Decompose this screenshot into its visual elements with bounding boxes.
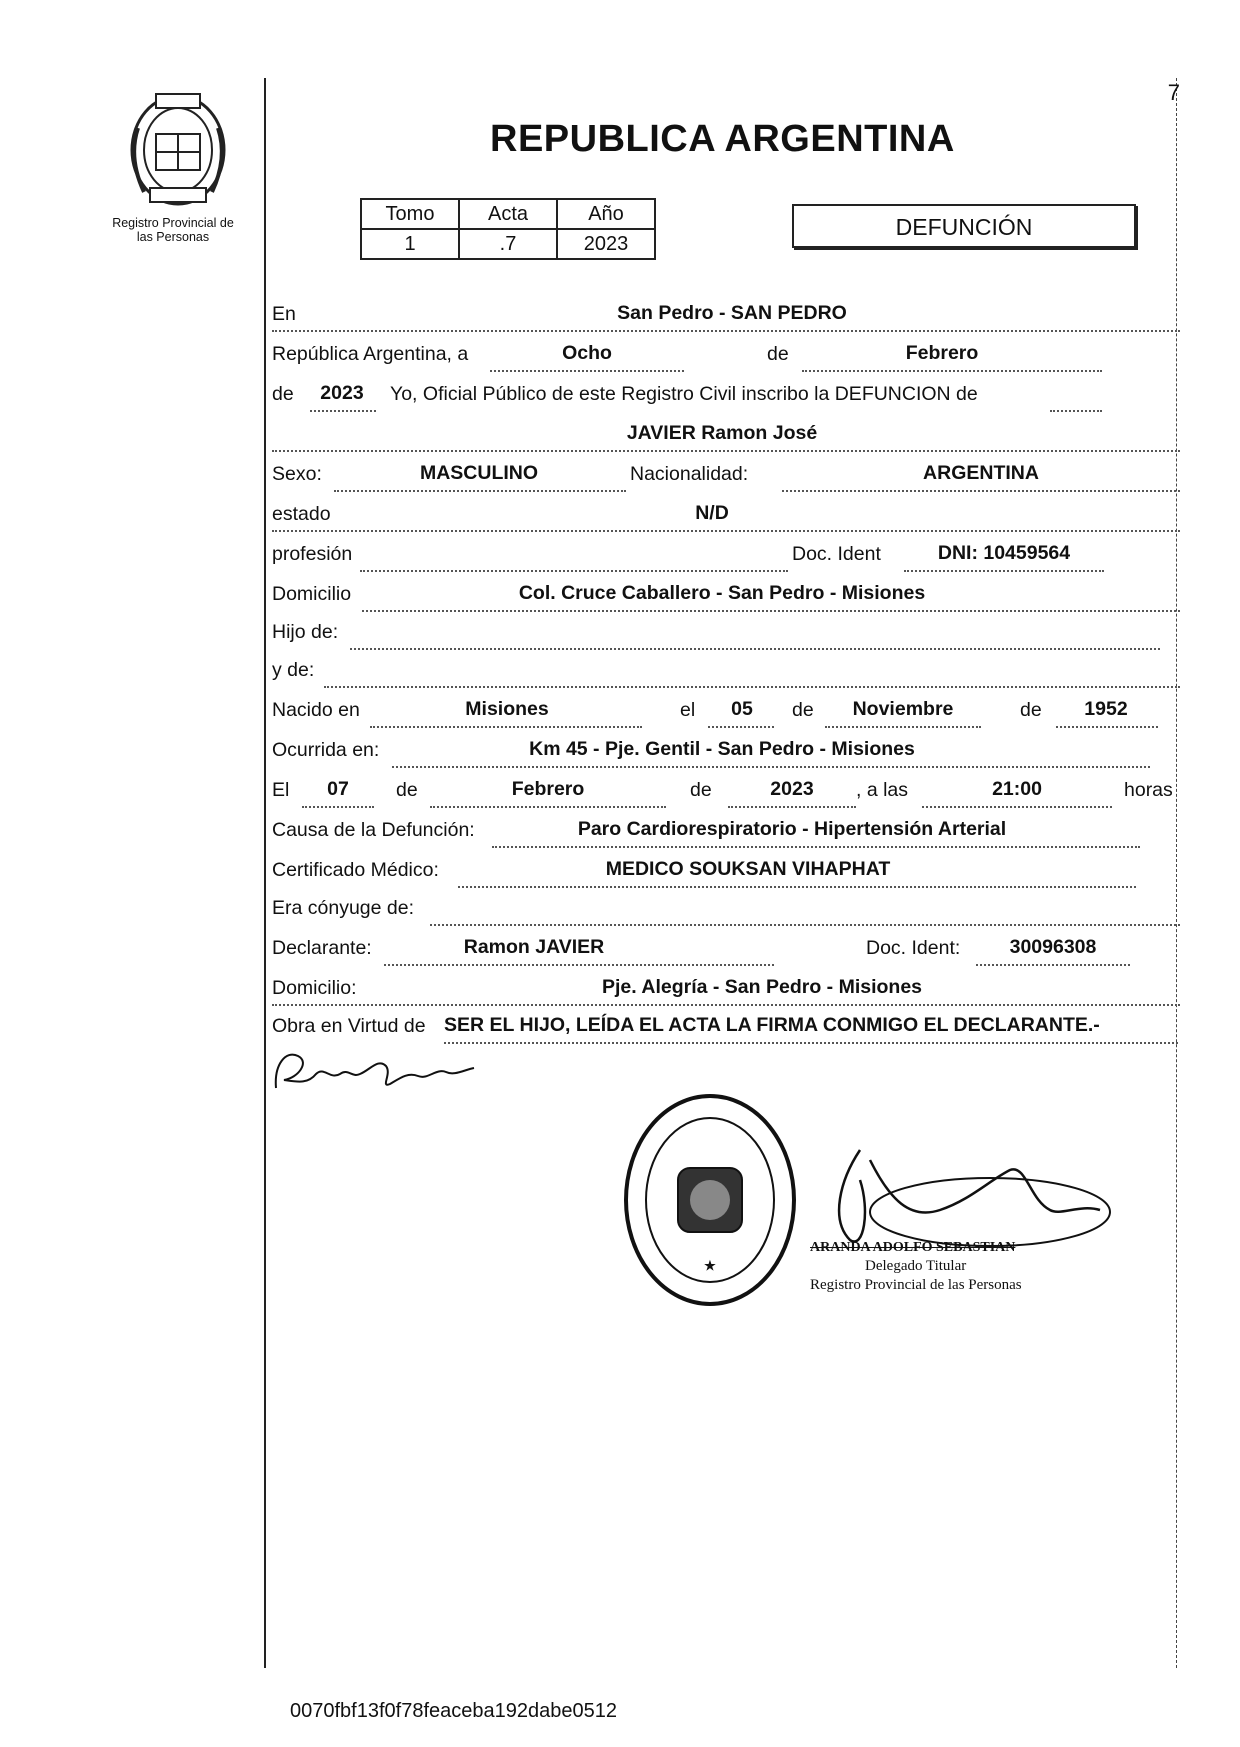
yo-text: Yo, Oficial Público de este Registro Civil inscribo la DEFUNCION de: [390, 383, 978, 405]
row-sexo: [272, 452, 1180, 490]
official-block: [810, 1238, 1022, 1295]
el2-label: El: [272, 779, 290, 801]
causa-label: Causa de la Defunción:: [272, 819, 475, 841]
nombre-value: JAVIER Ramon José: [626, 422, 818, 444]
decl-dom-label: Domicilio:: [272, 977, 357, 999]
left-border-line: [264, 78, 266, 1668]
document-hash: 0070fbf13f0f78feaceba192dabe0512: [290, 1700, 617, 1722]
row-estado: [272, 492, 1180, 532]
de-label-b: de: [792, 699, 814, 721]
ocurrida-value: Km 45 - Pje. Gentil - San Pedro - Misiones: [529, 738, 915, 760]
record-type-box: DEFUNCIÓN: [792, 204, 1136, 248]
row-certificado: [272, 848, 1180, 886]
official-signature: [800, 1140, 1120, 1250]
de-label-d: de: [396, 779, 418, 801]
table-header: Tomo: [361, 199, 459, 229]
official-title: Delegado Titular: [865, 1258, 967, 1274]
dia-value: Ocho: [562, 342, 612, 364]
document-title: REPUBLICA ARGENTINA: [490, 118, 955, 160]
decl-dom-value: Pje. Alegría - San Pedro - Misiones: [601, 976, 923, 998]
table-cell: .7: [459, 229, 557, 259]
registry-table: [360, 198, 656, 260]
def-mes: Febrero: [511, 778, 585, 800]
row-ocurrida: [272, 728, 1180, 766]
declarante-label: Declarante:: [272, 937, 372, 959]
provincial-seal-logo: [118, 88, 238, 208]
row-causa: [272, 808, 1180, 846]
row-yo: [272, 372, 1180, 410]
row-profesion: [272, 532, 1180, 570]
sexo-label: Sexo:: [272, 463, 322, 485]
def-anio: 2023: [770, 778, 814, 800]
ocurrida-label: Ocurrida en:: [272, 739, 380, 761]
certificado-value: MEDICO SOUKSAN VIHAPHAT: [605, 858, 891, 880]
causa-value: Paro Cardiorespiratorio - Hipertensión Arterial: [577, 818, 1007, 840]
row-nacido: [272, 688, 1180, 726]
obra-value: SER EL HIJO, LEÍDA EL ACTA LA FIRMA CONMIGO EL DECLARANTE.-: [444, 1014, 1100, 1036]
row-hijo: [272, 610, 1180, 648]
horas-label: horas: [1124, 779, 1173, 801]
profesion-label: profesión: [272, 543, 353, 565]
row-y-de: [272, 648, 1180, 686]
row-obra: [272, 1004, 1180, 1042]
declarant-signature: [268, 1044, 508, 1104]
svg-text:★: ★: [704, 1258, 716, 1273]
official-stamp: [620, 1090, 800, 1310]
doc-ident-label: Doc. Ident: [792, 543, 881, 565]
official-name: ARANDA ADOLFO SEBASTIAN: [810, 1240, 1016, 1255]
el-label: el: [680, 699, 696, 721]
decl-doc-value: 30096308: [1009, 936, 1097, 958]
sexo-value: MASCULINO: [419, 462, 539, 484]
nacido-label: Nacido en: [272, 699, 360, 721]
decl-doc-label: Doc. Ident:: [866, 937, 961, 959]
en-value: San Pedro - SAN PEDRO: [617, 302, 847, 324]
hijo-de-label: Hijo de:: [272, 621, 339, 643]
en-label: En: [272, 303, 296, 325]
row-domicilio: [272, 572, 1180, 610]
de-label-c: de: [1020, 699, 1042, 721]
domicilio-value: Col. Cruce Caballero - San Pedro - Misiones: [518, 582, 926, 604]
obra-label: Obra en Virtud de: [272, 1015, 426, 1037]
de-label-e: de: [690, 779, 712, 801]
row-en: [272, 292, 1180, 332]
nac-dia: 05: [731, 698, 753, 720]
official-org: Registro Provincial de las Personas: [810, 1277, 1022, 1293]
de2-label: de: [272, 383, 294, 405]
certificado-label: Certificado Médico:: [272, 859, 439, 881]
a-las-label: , a las: [856, 779, 909, 801]
domicilio-label: Domicilio: [272, 583, 352, 605]
table-header: Año: [557, 199, 655, 229]
row-nombre: [272, 412, 1180, 452]
conyuge-label: Era cónyuge de:: [272, 897, 415, 919]
nacionalidad-label: Nacionalidad:: [630, 463, 749, 485]
y-de-label: y de:: [272, 659, 315, 681]
row-declarante: [272, 926, 1180, 964]
mes-value: Febrero: [905, 342, 979, 364]
row-el: [272, 768, 1180, 806]
row-conyuge: [272, 886, 1180, 924]
table-cell: 1: [361, 229, 459, 259]
table-cell: 2023: [557, 229, 655, 259]
nacionalidad-value: ARGENTINA: [923, 462, 1039, 484]
anio-value: 2023: [320, 382, 364, 404]
estado-label: estado: [272, 503, 331, 525]
page-number: 7: [1167, 80, 1180, 105]
nac-mes: Noviembre: [852, 698, 954, 720]
row-republica: [272, 332, 1180, 370]
nacido-value: Misiones: [465, 698, 549, 720]
table-header: Acta: [459, 199, 557, 229]
registry-label: Registro Provincial de las Personas: [112, 216, 234, 244]
republica-label: República Argentina, a: [272, 343, 469, 365]
nac-anio: 1952: [1084, 698, 1128, 720]
estado-value: N/D: [695, 502, 729, 524]
de-label: de: [767, 343, 789, 365]
def-hora: 21:00: [992, 778, 1042, 800]
doc-ident-value: DNI: 10459564: [937, 542, 1071, 564]
def-dia: 07: [327, 778, 349, 800]
declarante-value: Ramon JAVIER: [463, 936, 605, 958]
row-decl-domicilio: [272, 966, 1180, 1006]
